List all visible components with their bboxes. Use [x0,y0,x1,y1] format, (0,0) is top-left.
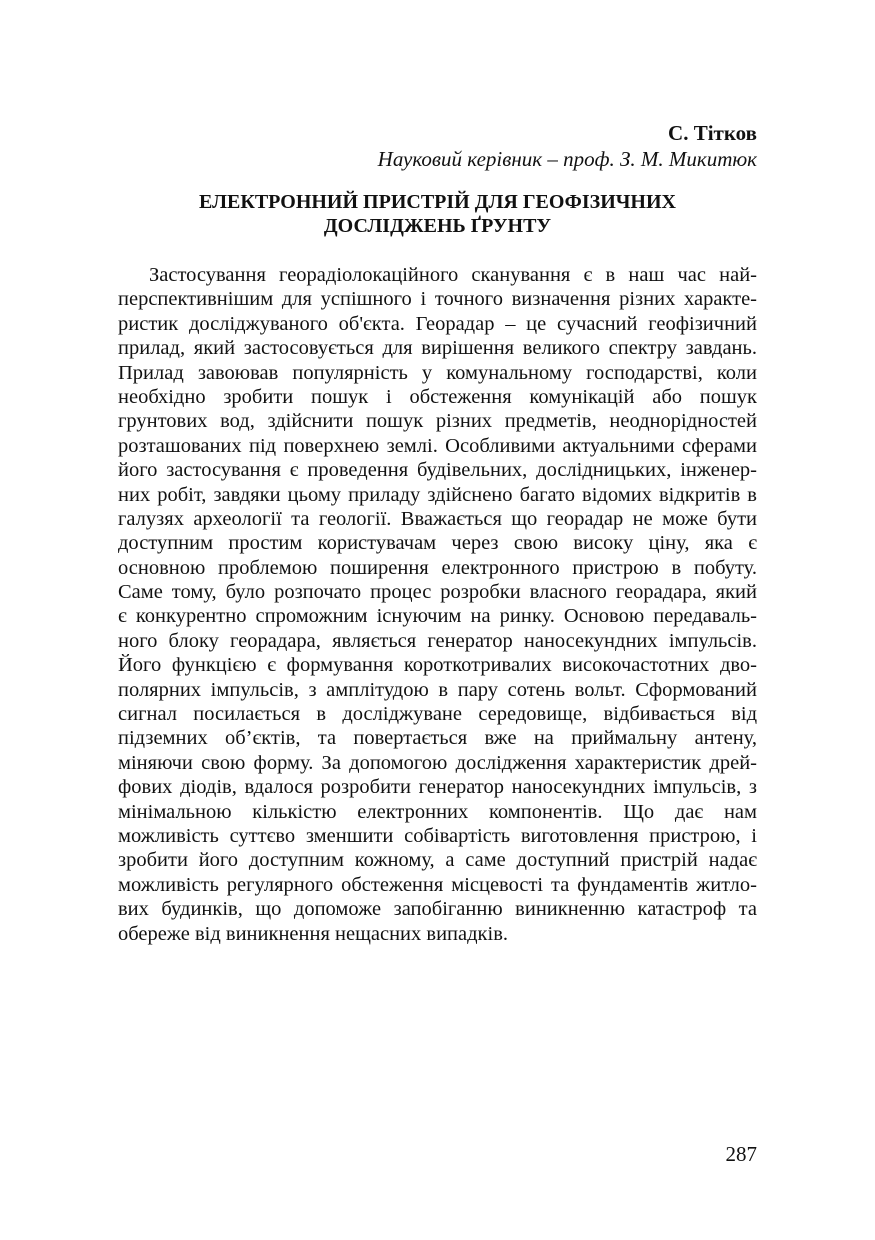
article-title-line-2: ДОСЛІДЖЕНЬ ҐРУНТУ [323,215,552,237]
body-line: можливість суттєво зменшити собівартість виготовлення пристрою, і [118,824,757,847]
body-line: Саме тому, було розпочато процес розробки власного георадара, який [118,581,757,604]
body-line: Прилад завоював популярність у комунальному господарстві, коли [118,361,757,384]
body-line: полярних імпульсів, з амплітудою в пару сотень вольт. Сформований [118,678,757,701]
body-line: міняючи свою форму. За допомогою дослідження характеристик дрей- [118,751,757,774]
author-block [157,120,757,172]
scientific-supervisor: Науковий керівник – проф. З. М. Микитюк [377,147,757,171]
page-number: 287 [725,1142,757,1166]
body-line: можливість регулярного обстеження місцевості та фундаментів житло- [118,873,757,896]
body-line: ного блоку георадара, являється генератор наносекундних імпульсів. [118,629,757,652]
body-line: зробити його доступним кожному, а саме доступний пристрій надає [118,849,757,872]
body-line: мінімальною кількістю електронних компонентів. Що дає нам [118,800,757,823]
author-name: С. Тітков [668,121,757,145]
body-line: перспективнішим для успішного і точного визначення різних характе- [118,288,757,311]
body-line: вих будинків, що допоможе запобіганню виникненню катастроф та [118,898,757,921]
body-line: галузях археології та геології. Вважається що георадар не може бути [118,507,757,530]
body-line: необхідно зробити пошук і обстеження комунікацій або пошук [118,385,757,408]
body-line: Застосування георадіолокаційного сканування є в наш час най- [149,264,757,286]
body-line: основною проблемою поширення електронного пристрою в побуту. [118,556,757,579]
body-line: грунтових вод, здійснити пошук різних предметів, неоднорідностей [118,410,757,433]
body-line: Його функцією є формування короткотривалих високочастотних дво- [118,654,757,677]
body-paragraph [118,263,757,946]
body-line: підземних об’єктів, та повертається вже на приймальну антену, [118,727,757,750]
body-line: є конкурентно спроможним існуючим на ринку. Основою передаваль- [118,605,757,628]
body-line: обереже від виникнення нещасних випадків. [118,922,509,945]
body-line: ристик досліджуваного об'єкта. Георадар – це сучасний геофізичний [118,312,757,335]
article-title [118,190,757,238]
body-line: сигнал посилається в досліджуване середовище, відбивається від [118,703,757,726]
body-line: прилад, який застосовується для вирішення великого спектру завдань. [118,337,757,360]
body-line: доступним простим користувачам через свою високу ціну, яка є [118,532,757,555]
body-line: розташованих під поверхнею землі. Особливими актуальними сферами [118,434,757,457]
body-line: його застосування є проведення будівельних, дослідницьких, інженер- [118,459,757,482]
body-line: них робіт, завдяки цьому приладу здійснено багато відомих відкритів в [118,483,757,506]
article-title-line-1: ЕЛЕКТРОННИЙ ПРИСТРІЙ ДЛЯ ГЕОФІЗИЧНИХ [199,191,676,213]
body-line: фових діодів, вдалося розробити генератор наносекундних імпульсів, з [118,776,757,799]
